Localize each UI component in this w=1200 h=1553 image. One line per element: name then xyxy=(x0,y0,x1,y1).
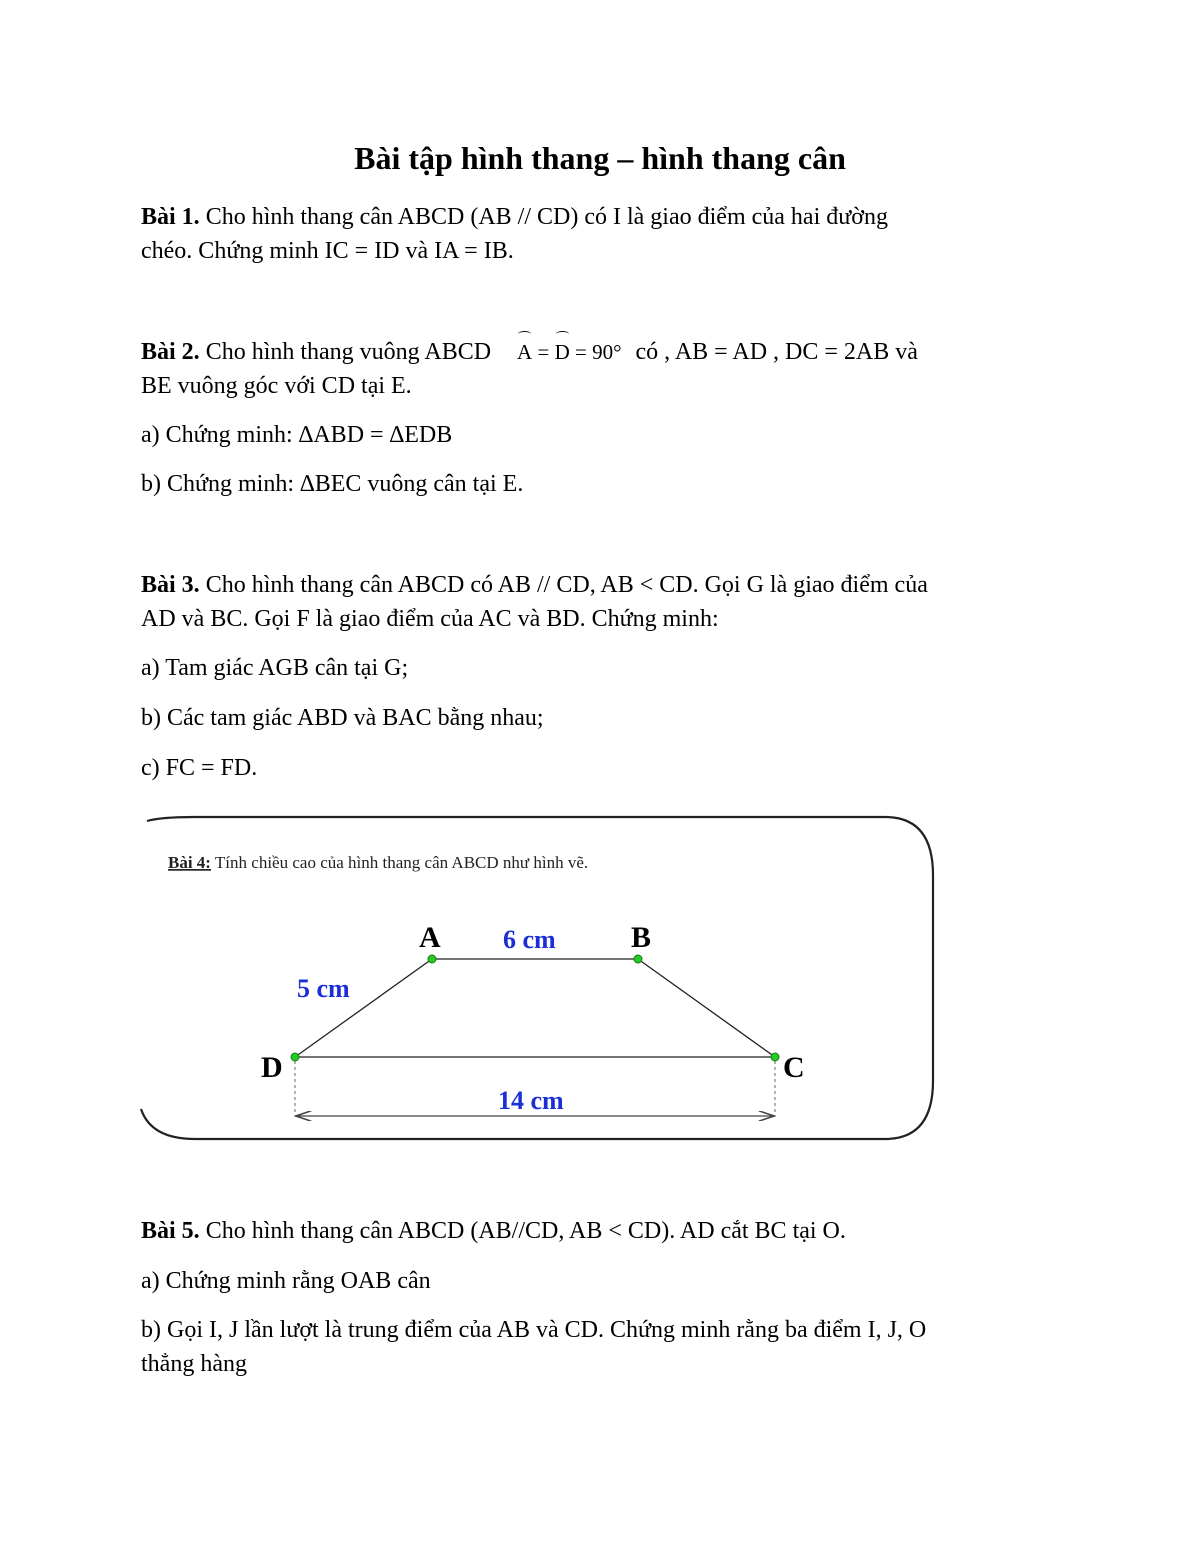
bai5-part-b-line1: b) Gọi I, J lần lượt là trung điểm của AB và CD. Chứng minh rằng ba điểm I, J, O xyxy=(141,1317,927,1343)
bai2-part-b: b) Chứng minh: ∆BEC vuông cân tại E. xyxy=(141,471,524,497)
bai3-part-a: a) Tam giác AGB cân tại G; xyxy=(141,655,409,681)
dc-length-label: 14 cm xyxy=(498,1086,564,1115)
bai2-line1-b: có , AB = AD , DC = 2AB và xyxy=(635,339,918,365)
bai3-line1: Cho hình thang cân ABCD có AB // CD, AB < CD. Gọi G là giao điểm của xyxy=(199,572,928,598)
bai5-paragraph xyxy=(141,1214,1061,1248)
bai1-line1: Cho hình thang cân ABCD (AB // CD) có I là giao điểm của hai đường xyxy=(199,204,888,230)
formula-eq1: = xyxy=(532,340,555,364)
bai1-label: Bài 1. xyxy=(141,204,200,230)
bai4-label: Bài 4: xyxy=(168,853,211,872)
point-b-label: B xyxy=(631,921,652,954)
bai3-paragraph xyxy=(141,568,1061,636)
angle-d: D xyxy=(555,335,570,369)
bai2-line1-a: Cho hình thang vuông ABCD xyxy=(199,339,492,365)
angle-formula xyxy=(517,335,621,369)
page-title: Bài tập hình thang – hình thang cân xyxy=(354,140,846,176)
point-d-dot xyxy=(291,1053,299,1061)
bai5-part-b xyxy=(141,1313,1061,1381)
bai5-part-b-line2: thẳng hàng xyxy=(141,1351,247,1377)
bai4-figure xyxy=(135,813,945,1153)
bai3-label: Bài 3. xyxy=(141,572,200,598)
bai3-part-b: b) Các tam giác ABD và BAC bằng nhau; xyxy=(141,705,544,731)
bai2-paragraph xyxy=(141,335,1061,403)
bai1-paragraph xyxy=(141,200,1061,268)
point-d-label: D xyxy=(261,1051,283,1084)
point-c-dot xyxy=(771,1053,779,1061)
point-a-dot xyxy=(428,955,436,963)
ab-length-label: 6 cm xyxy=(503,925,556,954)
bai5-line1: Cho hình thang cân ABCD (AB//CD, AB < CD). AD cắt BC tại O. xyxy=(199,1218,846,1244)
point-c-label: C xyxy=(783,1051,805,1084)
bai4-text: Tính chiều cao của hình thang cân ABCD như hình vẽ. xyxy=(210,853,589,872)
point-a-label: A xyxy=(419,921,441,954)
svg-text:Bài 4: Tính chiều cao của hình xyxy=(168,853,588,872)
bai2-part-a: a) Chứng minh: ∆ABD = ∆EDB xyxy=(141,422,453,448)
bai5-label: Bài 5. xyxy=(141,1218,200,1244)
point-b-dot xyxy=(634,955,642,963)
formula-eq2: = 90° xyxy=(569,340,622,364)
ad-length-label: 5 cm xyxy=(297,974,350,1003)
edge-bc xyxy=(638,959,775,1057)
bai3-line2: AD và BC. Gọi F là giao điểm của AC và BD. Chứng minh: xyxy=(141,606,719,632)
bai3-part-c: c) FC = FD. xyxy=(141,755,258,781)
bai1-line2: chéo. Chứng minh IC = ID và IA = IB. xyxy=(141,238,514,264)
bai2-line2: BE vuông góc với CD tại E. xyxy=(141,373,412,399)
angle-a: A xyxy=(517,335,532,369)
bai5-part-a: a) Chứng minh rằng OAB cân xyxy=(141,1268,431,1294)
bai2-label: Bài 2. xyxy=(141,339,200,365)
